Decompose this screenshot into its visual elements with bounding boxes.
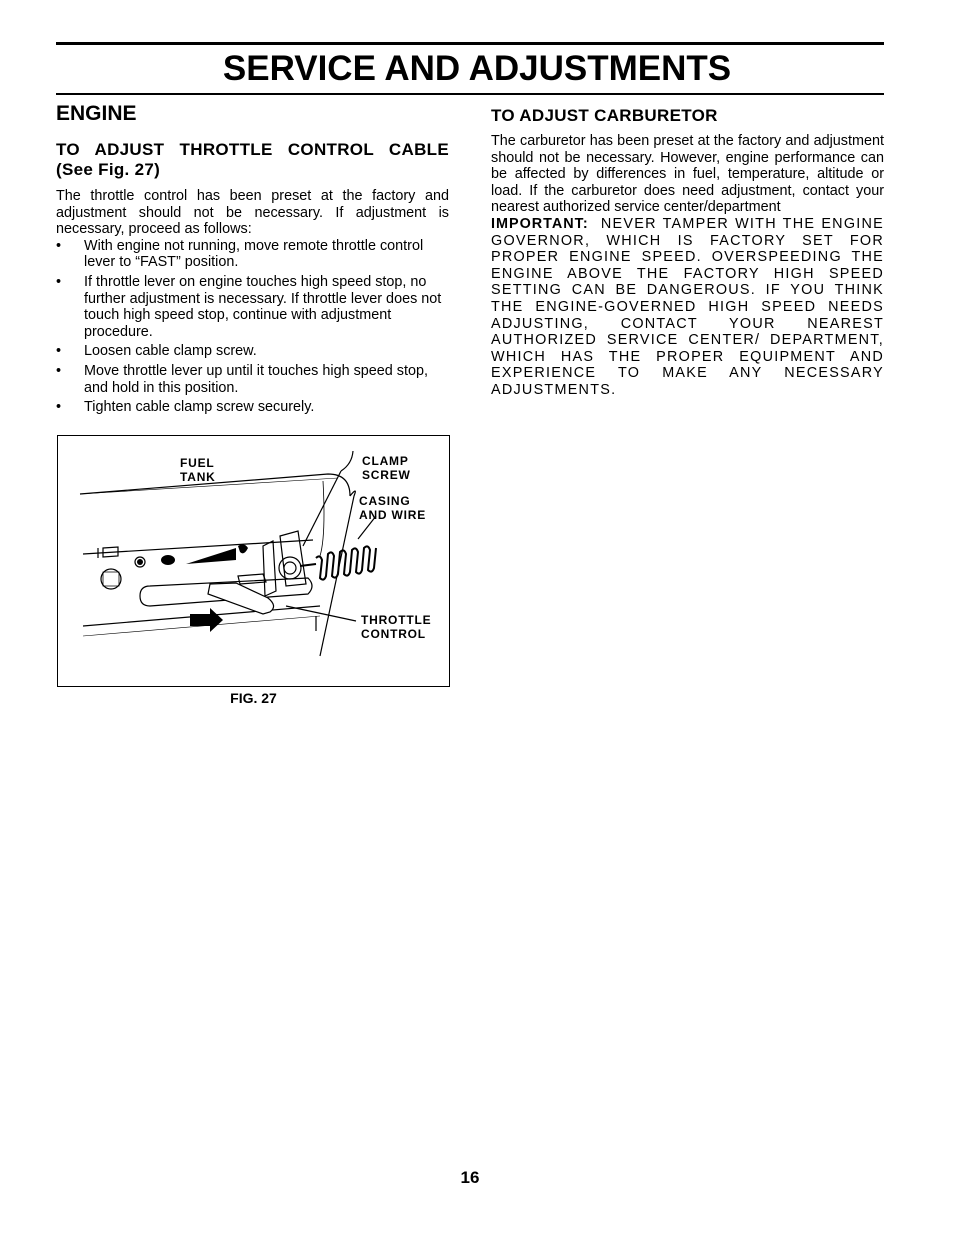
list-item	[56, 399, 449, 416]
bullet-dot: •	[56, 362, 62, 379]
step-text: Tighten cable clamp screw securely.	[84, 399, 315, 416]
callout-line: CONTROL	[361, 626, 426, 641]
throttle-steps-list	[56, 238, 449, 416]
important-label: IMPORTANT:	[491, 215, 589, 232]
step-text: Loosen cable clamp screw.	[84, 343, 257, 360]
callout-line: SCREW	[362, 467, 411, 482]
figure-caption: FIG. 27	[230, 690, 277, 706]
carburetor-subheading: TO ADJUST CARBURETOR	[491, 106, 718, 125]
throttle-intro: The throttle control has been preset at the factory and adjustment should not be necessary. If adjustment is necessary, proceed as follows:	[56, 188, 449, 238]
callout-clamp-screw	[362, 455, 411, 482]
callout-fuel-tank	[180, 457, 216, 484]
step-text: With engine not running, move remote throttle control lever to “FAST” position.	[84, 237, 424, 271]
callout-line: FUEL	[180, 456, 215, 470]
throttle-subheading-line2: (See Fig. 27)	[56, 160, 161, 179]
callout-casing-wire	[359, 495, 426, 522]
list-item	[56, 274, 449, 340]
list-item	[56, 343, 449, 360]
callout-line: CASING	[359, 494, 411, 508]
throttle-subheading-line1: TO ADJUST THROTTLE CONTROL CABLE	[56, 140, 449, 159]
right-column	[491, 106, 884, 399]
step-text: Move throttle lever up until it touches high speed stop, and hold in this position.	[84, 362, 428, 396]
callout-throttle-control	[361, 614, 431, 641]
throttle-subheading	[56, 140, 449, 180]
callout-line: TANK	[180, 469, 216, 484]
header-bottom-rule	[56, 93, 884, 95]
list-item	[56, 238, 449, 271]
bullet-dot: •	[56, 399, 62, 416]
callout-line: AND WIRE	[359, 507, 427, 522]
page-title: SERVICE AND ADJUSTMENTS	[222, 49, 732, 88]
important-notice	[491, 216, 884, 399]
important-text: NEVER TAMPER WITH THE ENGINE GOVERNOR, WHICH IS FACTORY SET FOR PROPER ENGINE SPEED. OVERSPEEDING THE ENGINE ABOVE THE FACTORY HIGH SPEED SETTING CAN BE DANGEROUS. IF YOU THINK THE ENGINE-GOVERNED HIGH SPEED NEEDS ADJUSTING, CONTACT YOUR NEAREST AUTHORIZED SERVICE CENTER/ DEPARTMENT, WHICH HAS THE PROPER EQUIPMENT AND EXPERIENCE TO MAKE ANY NECESSARY ADJUSTMENTS.	[491, 215, 884, 398]
list-item	[56, 363, 449, 396]
bullet-dot: •	[56, 237, 62, 254]
callout-line: THROTTLE	[361, 613, 432, 627]
figure-27	[57, 435, 450, 687]
bullet-dot: •	[56, 343, 62, 360]
bullet-dot: •	[56, 273, 62, 290]
page-number: 16	[460, 1168, 480, 1187]
left-column	[56, 100, 449, 419]
step-text: If throttle lever on engine touches high speed stop, no further adjustment is necessary. If throttle lever does not touch high speed stop, continue with adjustment procedure.	[84, 273, 442, 340]
section-title: ENGINE	[56, 102, 137, 125]
carburetor-body: The carburetor has been preset at the factory and adjustment should not be necessary. However, engine performance can be affected by differences in fuel, temperature, altitude or load. If the carburetor does need adjustment, contact your nearest authorized service center/department	[491, 133, 884, 216]
header-top-rule	[56, 42, 884, 45]
callout-line: CLAMP	[362, 454, 409, 468]
